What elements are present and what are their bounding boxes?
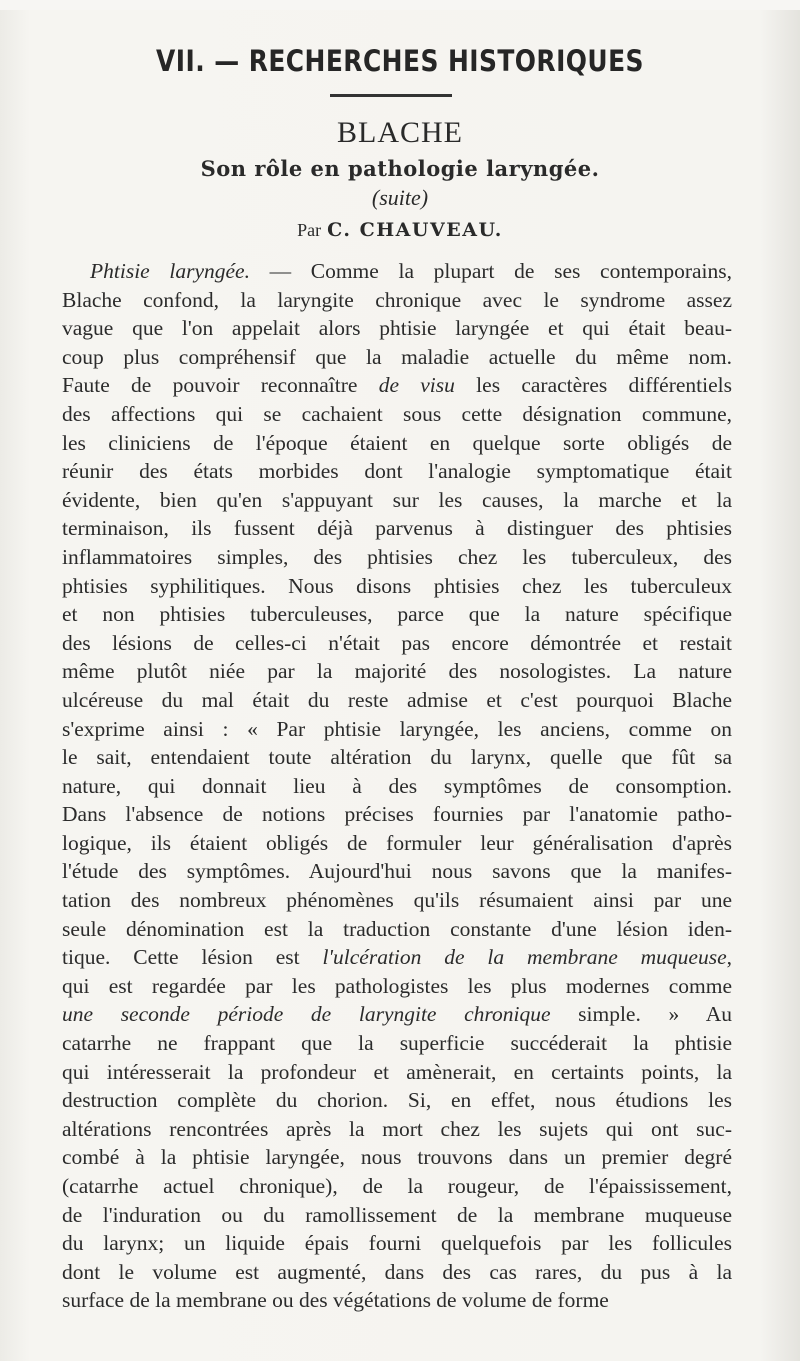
text-line: [62, 800, 732, 829]
text-line: [62, 1086, 732, 1115]
text-segment: même plutôt niée par la majorité des nosologistes. La nature: [62, 659, 732, 684]
text-segment: surface de la membrane ou des végétations de volume de forme: [62, 1288, 609, 1313]
text-segment: phtisies syphilitiques. Nous disons phtisies chez les tuberculeux: [62, 573, 732, 598]
text-segment: destruction complète du chorion. Si, en effet, nous étudions les: [62, 1088, 732, 1113]
text-line: [62, 686, 732, 715]
italic-text: l'ulcération de la membrane muqueuse: [322, 945, 727, 970]
text-segment: catarrhe ne frappant que la superficie succéderait la phtisie: [62, 1031, 732, 1056]
continuation-note: (suite): [371, 185, 429, 210]
text-line: [62, 343, 732, 372]
text-line: [62, 486, 732, 515]
text-line: [62, 1286, 732, 1315]
text-segment: nature, qui donnait lieu à des symptômes de consomption.: [62, 773, 732, 798]
text-segment: Faute de pouvoir reconnaître: [62, 373, 379, 398]
text-segment: coup plus compréhensif que la maladie actuelle du même nom.: [62, 344, 732, 369]
article-subtitle: Son rôle en pathologie laryngée.: [200, 156, 600, 181]
text-line: [62, 257, 732, 286]
text-segment: ,: [726, 945, 732, 970]
text-line: [62, 886, 732, 915]
text-line: [62, 629, 732, 658]
text-segment: vague que l'on appelait alors phtisie laryngée et qui était beau-: [62, 316, 732, 341]
author-line: [0, 219, 800, 241]
author-name: C. CHAUVEAU.: [327, 219, 503, 241]
text-line: [62, 1229, 732, 1258]
text-segment: s'exprime ainsi : « Par phtisie laryngée, les anciens, comme on: [62, 716, 732, 741]
text-line: [62, 543, 732, 572]
text-line: [62, 572, 732, 601]
text-line: [62, 772, 732, 801]
text-line: [62, 972, 732, 1001]
text-segment: (catarrhe actuel chronique), de la rougeur, de l'épaississement,: [62, 1174, 732, 1198]
text-line: [62, 600, 732, 629]
text-segment: des lésions de celles-ci n'était pas encore démontrée et restait: [62, 630, 732, 655]
text-line: [62, 371, 732, 400]
author-prefix: Par: [297, 220, 322, 240]
text-line: [62, 1258, 732, 1287]
text-segment: qui intéresserait la profondeur et amènerait, en certaints points, la: [62, 1059, 732, 1084]
text-line: [62, 1115, 732, 1144]
text-line: [62, 1143, 732, 1172]
text-line: [62, 943, 732, 972]
italic-text: de visu: [378, 373, 455, 398]
text-line: [62, 1058, 732, 1087]
text-segment: et non phtisies tuberculeuses, parce que la nature spécifique: [62, 602, 732, 627]
text-segment: les cliniciens de l'époque étaient en quelque sorte obligés de: [62, 430, 732, 455]
section-title: VII. — RECHERCHES HISTORIQUES: [156, 44, 644, 78]
text-segment: Dans l'absence de notions précises fournies par l'anatomie patho-: [62, 802, 732, 827]
text-line: [62, 1172, 732, 1201]
italic-text: une seconde période de laryngite chronique: [62, 1002, 551, 1027]
text-segment: de l'induration ou du ramollissement de la membrane muqueuse: [62, 1202, 732, 1227]
text-segment: du larynx; un liquide épais fourni quelquefois par les follicules: [62, 1231, 732, 1256]
text-segment: seule dénomination est la traduction constante d'une lésion iden-: [62, 916, 732, 941]
italic-text: Phtisie laryngée.: [90, 259, 250, 283]
text-segment: évidente, bien qu'en s'appuyant sur les causes, la marche et la: [62, 487, 732, 512]
text-line: [62, 657, 732, 686]
text-segment: les caractères différentiels: [454, 373, 732, 398]
text-segment: qui est regardée par les pathologistes les plus modernes comme: [62, 973, 732, 998]
text-segment: l'étude des symptômes. Aujourd'hui nous savons que la manifes-: [62, 859, 732, 884]
article-subject: BLACHE: [337, 116, 463, 149]
text-segment: — Comme la plupart de ses contemporains,: [249, 259, 732, 283]
text-segment: tique. Cette lésion est: [62, 945, 323, 970]
text-segment: combé à la phtisie laryngée, nous trouvons dans un premier degré: [62, 1145, 732, 1170]
text-line: [62, 1000, 732, 1029]
text-segment: Blache confond, la laryngite chronique avec le syndrome assez: [62, 287, 732, 312]
text-segment: simple. » Au: [550, 1002, 732, 1027]
text-line: [62, 829, 732, 858]
text-segment: inflammatoires simples, des phtisies chez les tuberculeux, des: [62, 544, 732, 569]
text-line: [62, 915, 732, 944]
text-segment: terminaison, ils fussent déjà parvenus à distinguer des phtisies: [62, 516, 732, 541]
body-paragraph: [62, 257, 732, 1315]
text-line: [62, 1201, 732, 1230]
text-line: [62, 514, 732, 543]
text-segment: dont le volume est augmenté, dans des cas rares, du pus à la: [62, 1259, 732, 1284]
text-line: [62, 314, 732, 343]
text-line: [62, 1029, 732, 1058]
page-top-edge: [0, 0, 800, 10]
text-line: [62, 286, 732, 315]
text-segment: altérations rencontrées après la mort chez les sujets qui ont suc-: [62, 1116, 732, 1141]
text-segment: réunir des états morbides dont l'analogie symptomatique était: [62, 459, 732, 484]
text-line: [62, 857, 732, 886]
text-line: [62, 743, 732, 772]
text-segment: des affections qui se cachaient sous cette désignation commune,: [62, 401, 732, 426]
text-line: [62, 400, 732, 429]
text-segment: logique, ils étaient obligés de formuler leur généralisation d'après: [62, 830, 732, 855]
text-segment: tation des nombreux phénomènes qu'ils résumaient ainsi par une: [62, 888, 732, 913]
text-segment: le sait, entendaient toute altération du larynx, quelle que fût sa: [62, 745, 732, 770]
text-line: [62, 429, 732, 458]
text-line: [62, 715, 732, 744]
text-segment: ulcéreuse du mal était du reste admise et c'est pourquoi Blache: [62, 687, 732, 712]
title-divider: [330, 94, 452, 97]
text-line: [62, 457, 732, 486]
